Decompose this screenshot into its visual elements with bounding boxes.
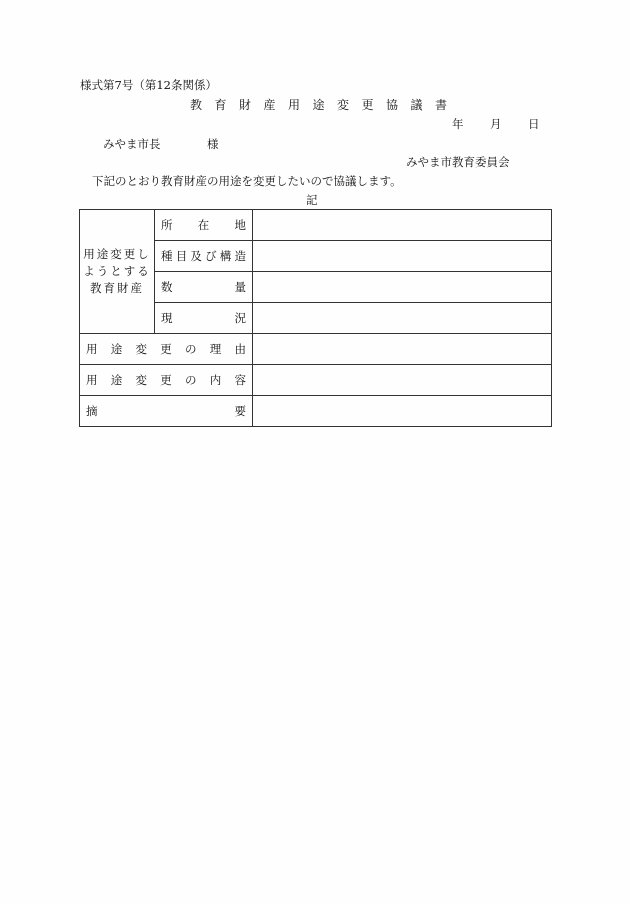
date-day: 日 <box>528 117 540 131</box>
label-char: の <box>185 342 197 356</box>
label-char: 理 <box>209 342 222 356</box>
label-char: 摘 <box>86 404 98 418</box>
value-cell-content[interactable] <box>253 365 552 396</box>
label-char: の <box>185 373 197 387</box>
body-text: 下記のとおり教育財産の用途を変更したいので協議します。 <box>92 174 402 188</box>
label-char: 更 <box>160 373 172 387</box>
label-char: 更 <box>160 342 172 356</box>
honorific: 様 <box>207 137 219 151</box>
label-char: 在 <box>197 218 210 232</box>
document-title: 教育財産用途変更協議書 <box>190 98 460 112</box>
label-cell <box>155 303 253 334</box>
row-label-reason <box>80 341 252 357</box>
label-char: 途 <box>110 373 123 387</box>
form-table <box>79 209 552 427</box>
label-char: 変 <box>135 342 147 356</box>
label-char: 変 <box>135 373 147 387</box>
row-label-location <box>155 217 252 233</box>
label-char: 数 <box>161 280 173 294</box>
label-cell <box>80 396 253 427</box>
row-label-quantity <box>155 279 252 295</box>
label-char: 要 <box>234 404 246 418</box>
date-line <box>452 119 540 131</box>
label-char: 目 <box>175 249 188 263</box>
label-cell <box>155 272 253 303</box>
label-cell <box>155 241 253 272</box>
label-char: 造 <box>234 249 246 263</box>
group-label-line: 教育財産 <box>90 281 144 295</box>
label-char: 途 <box>110 342 123 356</box>
label-char: 構 <box>219 249 232 263</box>
ki-heading: 記 <box>306 193 318 207</box>
label-char: 容 <box>234 373 246 387</box>
value-cell-summary[interactable] <box>253 396 552 427</box>
group-label-line: ようとする <box>83 264 151 278</box>
form-number: 様式第7号（第12条関係） <box>80 78 217 92</box>
label-char: 及 <box>190 249 202 263</box>
label-char: 地 <box>234 218 246 232</box>
date-year: 年 <box>452 117 464 131</box>
addressee: みやま市長 <box>103 137 161 151</box>
label-char: 現 <box>161 311 173 325</box>
label-char: 所 <box>161 218 173 232</box>
row-label-type-structure <box>155 248 252 264</box>
row-label-summary <box>80 403 252 419</box>
label-char: 内 <box>209 373 222 387</box>
row-label-status <box>155 310 252 326</box>
label-char: 由 <box>234 342 246 356</box>
label-char: 用 <box>86 342 98 356</box>
date-month: 月 <box>490 117 502 131</box>
sender: みやま市教育委員会 <box>406 155 510 169</box>
label-cell <box>80 365 253 396</box>
label-cell <box>80 334 253 365</box>
table-row <box>80 334 552 365</box>
value-cell-location[interactable] <box>253 210 552 241</box>
value-cell-quantity[interactable] <box>253 272 552 303</box>
label-char: 用 <box>86 373 98 387</box>
value-cell-type-structure[interactable] <box>253 241 552 272</box>
table-row <box>80 365 552 396</box>
label-char: 種 <box>161 249 173 263</box>
label-char: び <box>205 249 217 263</box>
value-cell-status[interactable] <box>253 303 552 334</box>
table-row <box>80 210 552 241</box>
group-label-line: 用途変更し <box>83 247 151 261</box>
group-label-cell <box>80 210 155 334</box>
label-char: 況 <box>234 311 246 325</box>
row-label-content <box>80 372 252 388</box>
table-row <box>80 396 552 427</box>
label-char: 量 <box>234 280 246 294</box>
value-cell-reason[interactable] <box>253 334 552 365</box>
label-cell <box>155 210 253 241</box>
